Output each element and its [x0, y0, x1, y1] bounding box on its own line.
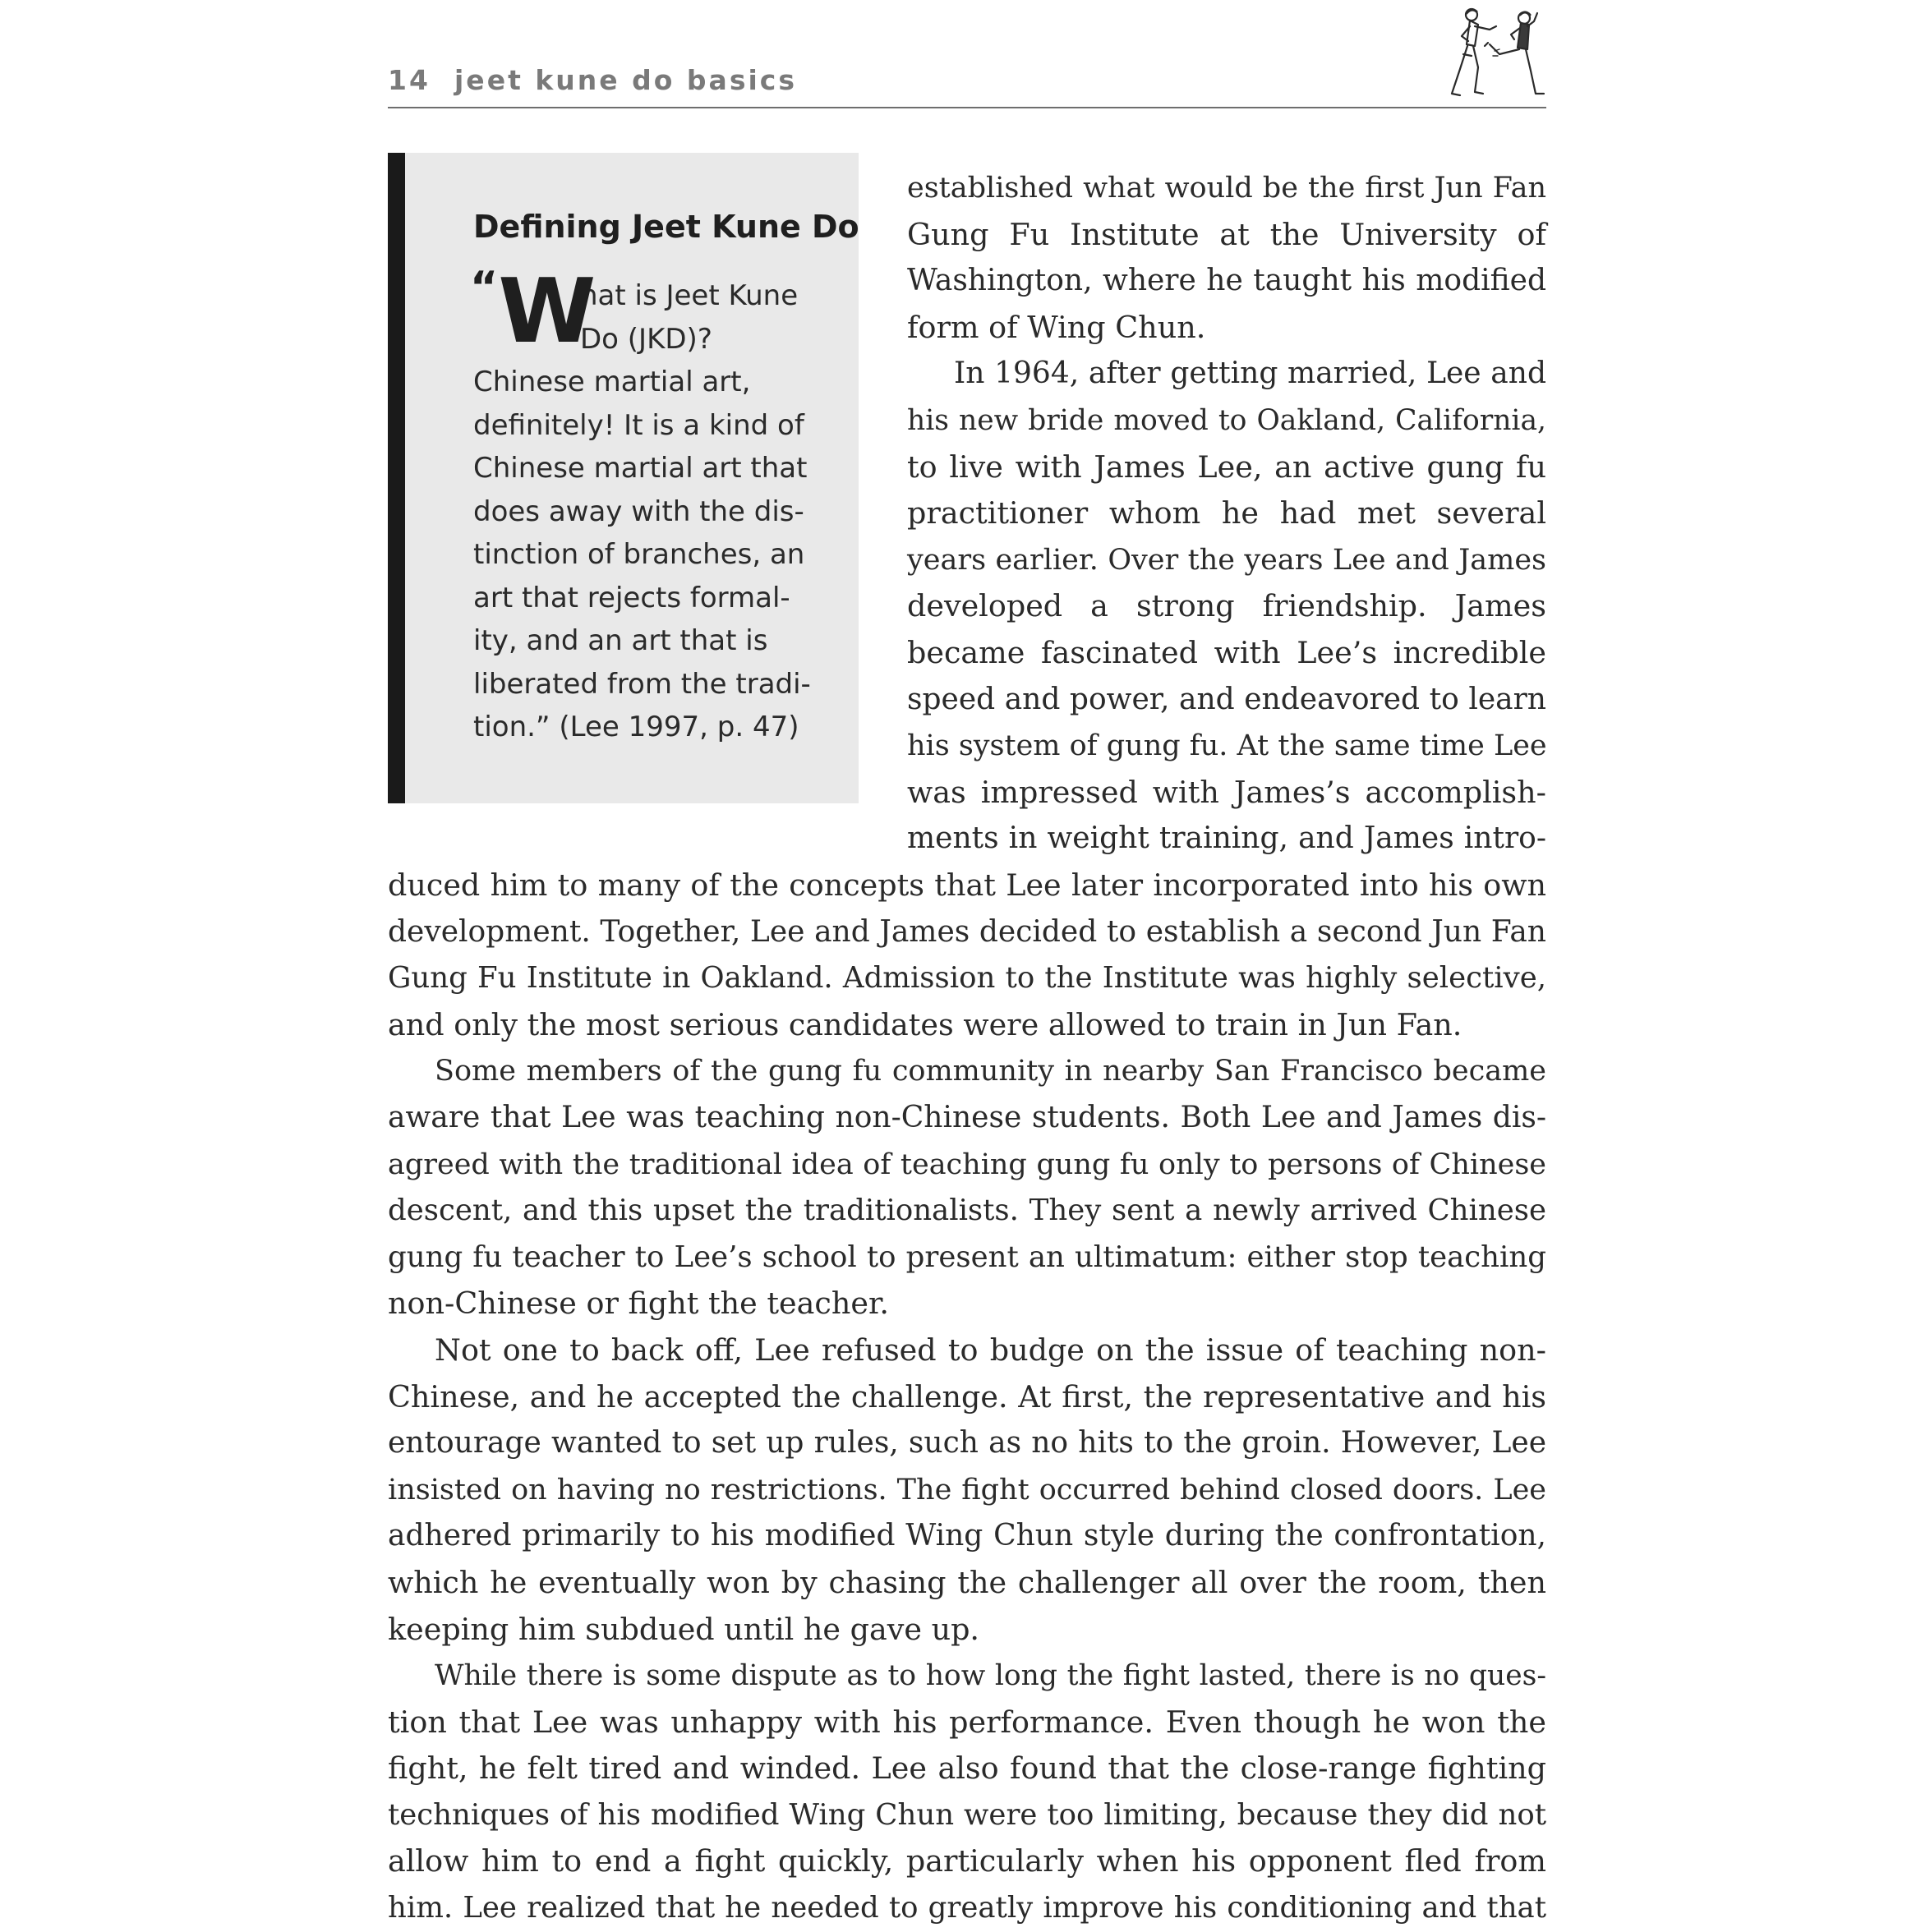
body-line: development. Together, Lee and James decided to establish a second Jun Fan — [388, 914, 1546, 949]
body-line: descent, and this upset the traditionalists. They sent a newly arrived Chinese — [388, 1194, 1546, 1228]
body-line: Some members of the gung fu community in nearby San Francisco became — [435, 1055, 1546, 1088]
body-line: techniques of his modified Wing Chun were too limiting, because they did not — [388, 1797, 1546, 1832]
body-line: keeping him subdued until he gave up. — [388, 1611, 980, 1647]
drop-cap — [470, 260, 597, 363]
body-line: aware that Lee was teaching non-Chinese students. Both Lee and James dis- — [388, 1100, 1546, 1134]
sidebar-line: Chinese martial art that — [473, 452, 808, 485]
sidebar-line: Chinese martial art, — [473, 366, 751, 398]
body-line: insisted on having no restrictions. The fight occurred behind closed doors. Lee — [388, 1473, 1546, 1506]
sidebar-box — [388, 153, 859, 803]
body-line: was impressed with James’s accomplish- — [907, 774, 1546, 810]
body-line: Not one to back off, Lee refused to budge on the issue of teaching non- — [435, 1332, 1546, 1368]
body-line: Gung Fu Institute at the University of — [907, 216, 1546, 252]
sidebar-quote — [470, 260, 835, 749]
body-line: Washington, where he taught his modified — [907, 264, 1546, 298]
body-line: gung fu teacher to Lee’s school to present an ultimatum: either stop teaching — [388, 1240, 1546, 1274]
body-line: and only the most serious candidates were allowed to train in Jun Fan. — [388, 1006, 1462, 1042]
body-line: tion that Lee was unhappy with his performance. Even though he won the — [388, 1704, 1546, 1740]
body-line: which he eventually won by chasing the challenger all over the room, then — [388, 1564, 1546, 1600]
running-title: jeet kune do basics — [454, 64, 797, 96]
two-fighters-sparring-icon — [1442, 5, 1549, 102]
body-line: Gung Fu Institute in Oakland. Admission to the Institute was highly selective, — [388, 961, 1546, 996]
body-line: duced him to many of the concepts that Lee later incorporated into his own — [388, 867, 1546, 903]
body-line: adhered primarily to his modified Wing Chun style during the confrontation, — [388, 1519, 1546, 1553]
body-text-right-column — [907, 165, 1546, 862]
body-line: speed and power, and endeavored to learn — [907, 682, 1546, 716]
drop-cap-letter: W — [498, 260, 597, 363]
body-line: ments in weight training, and James intro- — [907, 821, 1546, 856]
body-text-full-width — [388, 862, 1546, 1932]
body-line: to live with James Lee, an active gung fu — [907, 448, 1546, 485]
body-line: entourage wanted to set up rules, such as no hits to the groin. However, Lee — [388, 1426, 1546, 1460]
sidebar-title: Defining Jeet Kune Do — [473, 209, 859, 245]
body-line: him. Lee realized that he needed to greatly improve his conditioning and that — [388, 1891, 1546, 1925]
body-line: In 1964, after getting married, Lee and — [954, 356, 1546, 391]
sidebar-line: hat is Jeet Kune — [580, 279, 799, 312]
body-line: allow him to end a fight quickly, particularly when his opponent fled from — [388, 1843, 1546, 1879]
sidebar-line: ity, and an art that is — [473, 624, 768, 657]
body-line: his system of gung fu. At the same time Lee — [907, 729, 1547, 763]
body-line: While there is some dispute as to how long the fight lasted, there is no ques- — [435, 1659, 1546, 1693]
open-quote-mark: “ — [470, 263, 499, 312]
body-line: Chinese, and he accepted the challenge. At first, the representative and his — [388, 1378, 1546, 1414]
body-line: form of Wing Chun. — [907, 309, 1206, 345]
sidebar-line: Do (JKD)? — [580, 322, 712, 356]
sidebar-line: definitely! It is a kind of — [473, 408, 804, 442]
sidebar-line: tinction of branches, an — [473, 538, 805, 571]
sidebar-line: liberated from the tradi- — [473, 667, 811, 701]
sidebar-line: art that rejects formal- — [473, 581, 790, 614]
page-number: 14 — [388, 64, 431, 96]
sidebar-line: tion.” (Lee 1997, p. 47) — [473, 711, 799, 743]
body-line: years earlier. Over the years Lee and James — [907, 543, 1546, 577]
body-line: practitioner whom he had met several — [907, 495, 1546, 531]
body-line: became fascinated with Lee’s incredible — [907, 634, 1546, 670]
body-line: fight, he felt tired and winded. Lee also found that the close-range fighting — [388, 1750, 1546, 1787]
running-header — [388, 64, 1546, 108]
body-line: agreed with the traditional idea of teaching gung fu only to persons of Chinese — [388, 1148, 1546, 1181]
body-line: established what would be the first Jun Fan — [907, 172, 1546, 205]
body-line: developed a strong friendship. James — [907, 588, 1546, 624]
body-line: non-Chinese or fight the teacher. — [388, 1286, 889, 1322]
body-line: his new bride moved to Oakland, California, — [907, 403, 1546, 437]
sidebar-line: does away with the dis- — [473, 494, 804, 528]
